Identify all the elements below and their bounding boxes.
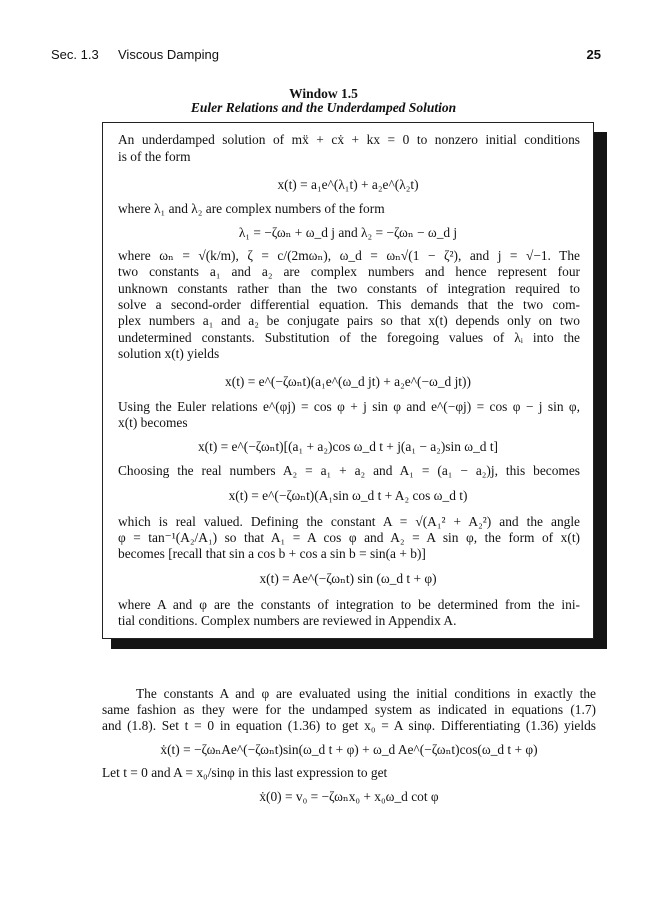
page-number: 25 — [586, 47, 601, 62]
body-line-1: The constants A and φ are evaluated using the initial conditions in exactly the — [136, 686, 596, 701]
section-number: Sec. 1.3 — [51, 47, 99, 62]
window-line-12: solution x(t) yields — [118, 346, 220, 361]
window-line-11: undetermined constants. Substitution of the foregoing values of λᵢ into the — [118, 330, 580, 345]
running-header — [51, 47, 601, 65]
window-line-23: where A and φ are the constants of integration to be determined from the ini- — [118, 597, 580, 612]
body-line-2: same fashion as they were for the undamped system as indicated in equations (1.7) — [102, 702, 596, 717]
window-line-24: tial conditions. Complex numbers are reviewed in Appendix A. — [118, 613, 457, 628]
equation-velocity: ẋ(t) = −ζωₙAe^(−ζωₙt)sin(ω_d t + φ) + ω_d Ae^(−ζωₙt)cos(ω_d t + φ) — [160, 742, 538, 757]
window-line-21: becomes [recall that sin a cos b + cos a sin b = sin(a + b)] — [118, 546, 426, 561]
window-label: Window 1.5 — [289, 86, 358, 101]
equation-x-of-t: x(t) = a₁e^(λ₁t) + a₂e^(λ₂t) — [277, 177, 419, 192]
equation-lambdas: λ₁ = −ζωₙ + ω_d j and λ₂ = −ζωₙ − ω_d j — [238, 225, 458, 240]
equation-substitution: x(t) = e^(−ζωₙt)(a₁e^(ω_d jt) + a₂e^(−ω_d jt)) — [225, 374, 471, 389]
section-title: Viscous Damping — [118, 47, 219, 62]
window-line-7: two constants a₁ and a₂ are complex numbers and hence represent four — [118, 264, 580, 279]
window-line-1: An underdamped solution of mẍ + cẋ + kx = 0 to nonzero initial conditions — [118, 132, 580, 147]
equation-amplitude-phase: x(t) = Ae^(−ζωₙt) sin (ω_d t + φ) — [259, 571, 437, 586]
window-line-2: is of the form — [118, 149, 191, 164]
window-line-20: φ = tan⁻¹(A₂/A₁) so that A₁ = A cos φ and A₂ = A sin φ, the form of x(t) — [118, 530, 580, 545]
body-line-5: Let t = 0 and A = x₀/sinφ in this last expression to get — [102, 765, 388, 780]
window-line-8: unknown constants rather than the two constants of integration required to — [118, 281, 580, 296]
window-line-14: Using the Euler relations e^(φj) = cos φ + j sin φ and e^(−φj) = cos φ − j sin φ, — [118, 399, 580, 414]
window-line-15: x(t) becomes — [118, 415, 188, 430]
window-line-6: where ωₙ = √(k/m), ζ = c/(2mωₙ), ω_d = ωₙ√(1 − ζ²), and j = √−1. The — [118, 248, 580, 263]
window-line-10: plex numbers a₁ and a₂ be conjugate pairs so that x(t) depends only on two — [118, 313, 580, 328]
window-line-4: where λ₁ and λ₂ are complex numbers of the form — [118, 201, 385, 216]
equation-euler: x(t) = e^(−ζωₙt)[(a₁ + a₂)cos ω_d t + j(a₁ − a₂)sin ω_d t] — [197, 439, 499, 454]
equation-real-form: x(t) = e^(−ζωₙt)(A₁sin ω_d t + A₂ cos ω_d t) — [228, 488, 468, 503]
window-title: Euler Relations and the Underdamped Solution — [190, 100, 457, 115]
body-line-3: and (1.8). Set t = 0 in equation (1.36) to get x₀ = A sinφ. Differentiating (1.36) yields — [102, 718, 596, 733]
window-line-17: Choosing the real numbers A₂ = a₁ + a₂ and A₁ = (a₁ − a₂)j, this becomes — [118, 463, 580, 478]
window-line-19: which is real valued. Defining the constant A = √(A₁² + A₂²) and the angle — [118, 514, 580, 529]
window-line-9: solve a second-order differential equation. This demands that the two com- — [118, 297, 580, 312]
equation-initial-velocity: ẋ(0) = v₀ = −ζωₙx₀ + x₀ω_d cot φ — [259, 789, 439, 804]
